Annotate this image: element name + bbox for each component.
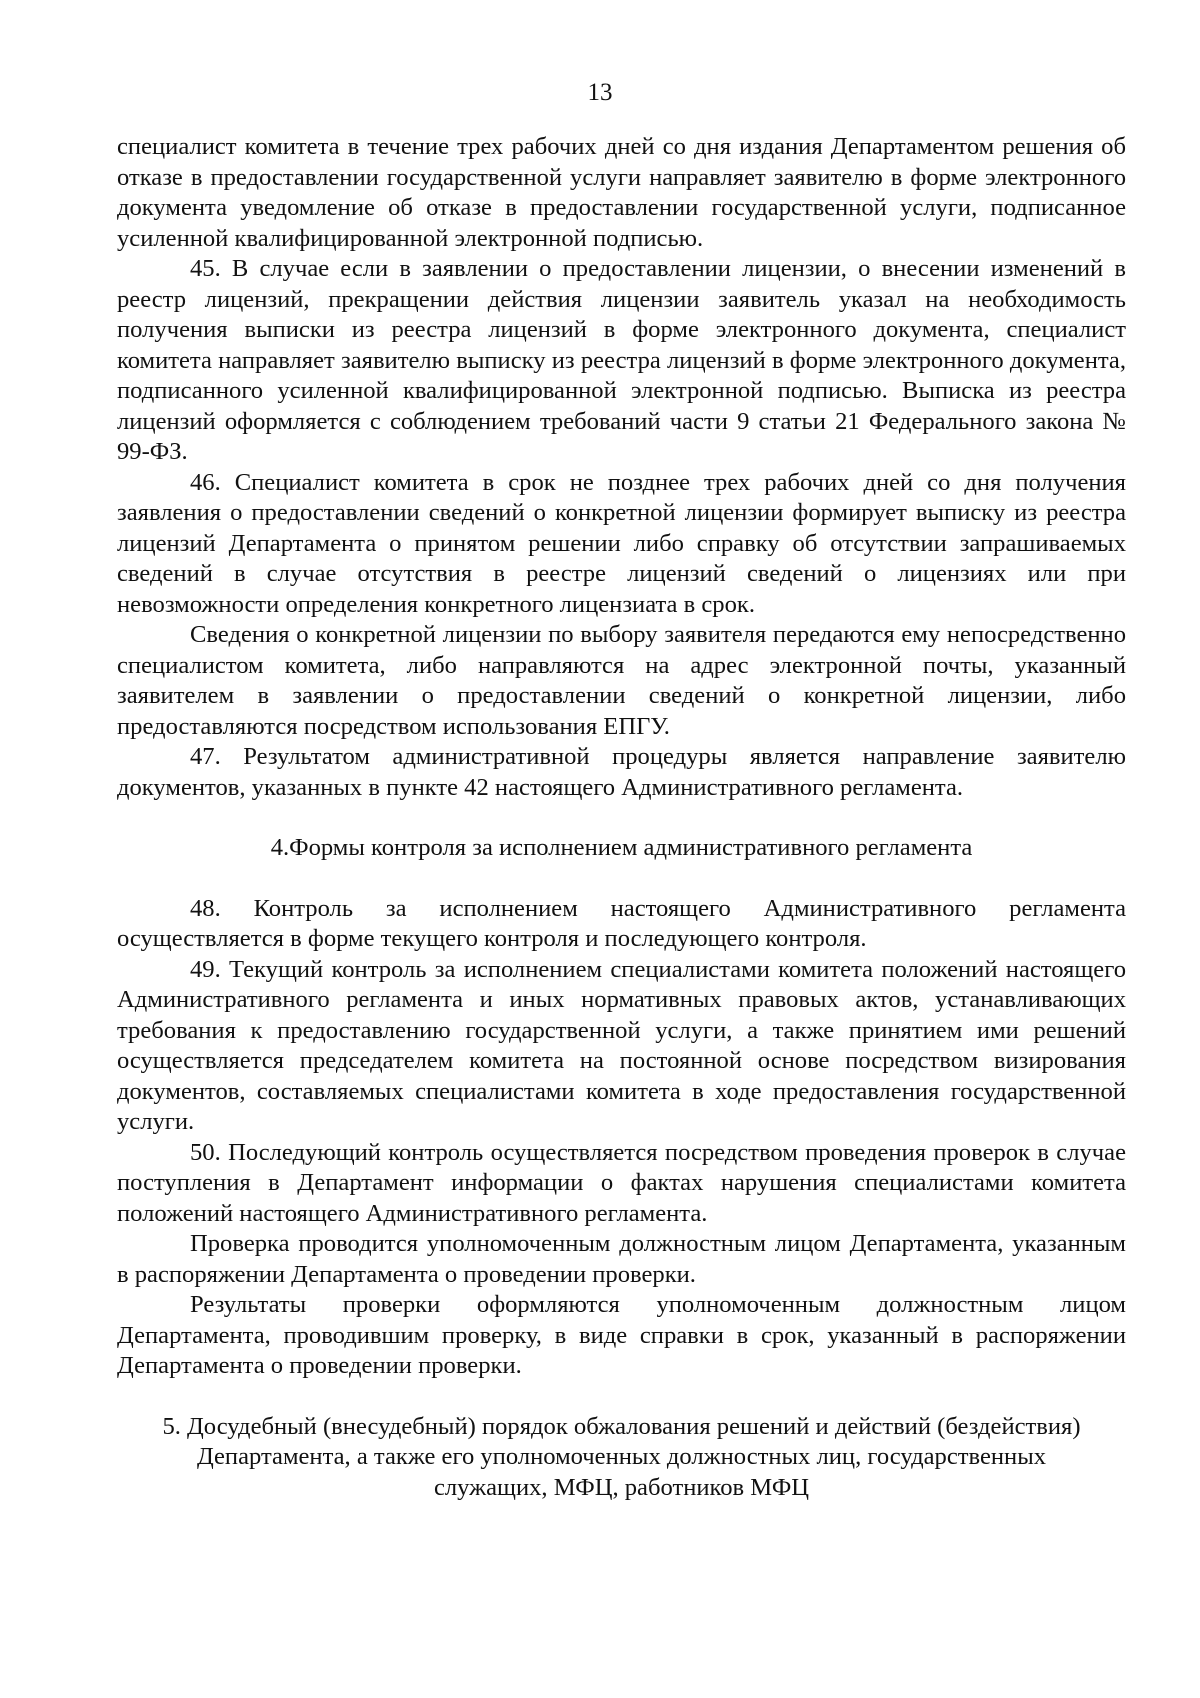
section-5-heading-line-1: 5. Досудебный (внесудебный) порядок обжалования решений и действий (бездействия): [162, 1412, 1081, 1440]
paragraph-48: 48. Контроль за исполнением настоящего Административного регламента осуществляется в форме текущего контроля и последующего контроля.: [117, 894, 1126, 952]
section-5-heading: [111, 1412, 1132, 1504]
section-5-heading-line-3: служащих, МФЦ, работников МФЦ: [433, 1473, 810, 1501]
paragraph-50: 50. Последующий контроль осуществляется посредством проведения проверок в случае поступления в Департамент информации о фактах нарушения специалистами комитета положений настоящего Административного регламента.: [117, 1138, 1126, 1227]
paragraph-continuation: специалист комитета в течение трех рабочих дней со дня издания Департаментом решения об отказе в предоставлении государственной услуги направляет заявителю в форме электронного документа уведомление об отказе в предоставлении государственной услуги, подписанное усиленной квалифицированной электронной подписью.: [117, 133, 1126, 252]
paragraph-46-info-delivery: Сведения о конкретной лицензии по выбору заявителя передаются ему непосредственно специалистом комитета, либо направляются на адрес электронной почты, указанный заявителем в заявлении о предоставлении сведений о конкретной лицензии, либо предоставляются посредством использования ЕПГУ.: [117, 621, 1126, 740]
section-4-heading: 4.Формы контроля за исполнением административного регламента: [270, 834, 973, 861]
paragraph-45: 45. В случае если в заявлении о предоставлении лицензии, о внесении изменений в реестр лицензий, прекращении действия лицензии заявитель указал на необходимость получения выписки из реестра лицензий в форме электронного документа, специалист комитета направляет заявителю выписку из реестра лицензий в форме электронного документа, подписанного усиленной квалифицированной электронной подписью. Выписка из реестра лицензий оформляется с соблюдением требований части 9 статьи 21 Федерального закона № 99-ФЗ.: [117, 255, 1126, 465]
paragraph-50-results: Результаты проверки оформляются уполномоченным должностным лицом Департамента, проводившим проверку, в виде справки в срок, указанный в распоряжении Департамента о проведении проверки.: [117, 1291, 1126, 1379]
page-number: 13: [587, 79, 613, 106]
paragraph-50-inspection: Проверка проводится уполномоченным должностным лицом Департамента, указанным в распоряжении Департамента о проведении проверки.: [117, 1230, 1126, 1288]
document-body: [117, 132, 1126, 1503]
section-5-heading-line-2: Департамента, а также его уполномоченных должностных лиц, государственных: [196, 1443, 1047, 1470]
paragraph-47: 47. Результатом административной процедуры является направление заявителю документов, указанных в пункте 42 настоящего Административного регламента.: [117, 743, 1126, 801]
paragraph-46: 46. Специалист комитета в срок не позднее трех рабочих дней со дня получения заявления о предоставлении сведений о конкретной лицензии формирует выписку из реестра лицензий Департамента о принятом решении либо справку об отсутствии запрашиваемых сведений в случае отсутствия в реестре лицензий сведений о лицензиях или при невозможности определения конкретного лицензиата в срок.: [117, 468, 1126, 618]
paragraph-49: 49. Текущий контроль за исполнением специалистами комитета положений настоящего Административного регламента и иных нормативных правовых актов, устанавливающих требования к предоставлению государственной услуги, а также принятием ими решений осуществляется председателем комитета на постоянной основе посредством визирования документов, составляемых специалистами комитета в ходе предоставления государственной услуги.: [117, 955, 1126, 1135]
